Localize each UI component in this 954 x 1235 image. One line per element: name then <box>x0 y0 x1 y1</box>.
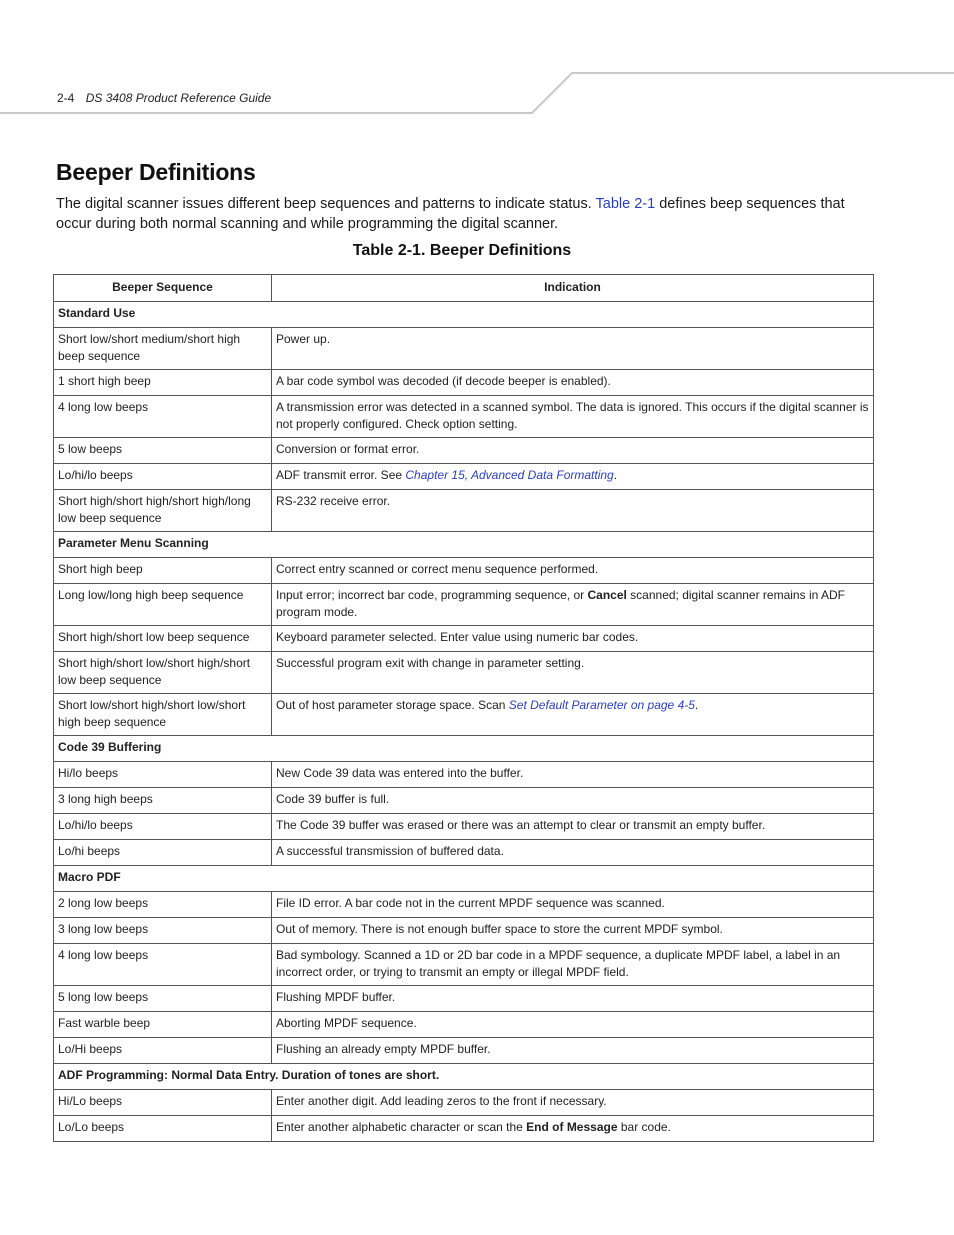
indication-text: Flushing MPDF buffer. <box>276 990 396 1004</box>
beeper-sequence-cell: 5 low beeps <box>54 438 272 464</box>
cross-reference-link[interactable]: Chapter 15, Advanced Data Formatting <box>405 468 614 482</box>
indication-cell <box>272 396 874 438</box>
indication-cell <box>272 944 874 986</box>
table-section-row <box>54 866 874 892</box>
beeper-sequence-cell: 1 short high beep <box>54 370 272 396</box>
table-header-row <box>54 275 874 302</box>
indication-cell <box>272 558 874 584</box>
indication-text: Conversion or format error. <box>276 442 420 456</box>
beeper-sequence-cell: Short high/short low beep sequence <box>54 626 272 652</box>
cross-reference-link[interactable]: Set Default Parameter on page 4-5 <box>508 698 695 712</box>
indication-text: New Code 39 data was entered into the buffer. <box>276 766 524 780</box>
indication-text-after: bar code. <box>617 1120 671 1134</box>
table-row <box>54 1038 874 1064</box>
table-link[interactable]: Table 2-1 <box>595 196 656 212</box>
beeper-sequence-cell: Long low/long high beep sequence <box>54 584 272 626</box>
bar-code-name: Cancel <box>587 588 627 602</box>
section-heading: Macro PDF <box>54 866 874 892</box>
indication-cell <box>272 464 874 490</box>
indication-cell <box>272 986 874 1012</box>
running-head <box>57 91 271 105</box>
intro-paragraph <box>56 194 868 234</box>
indication-cell <box>272 1090 874 1116</box>
beeper-sequence-cell: 3 long high beeps <box>54 788 272 814</box>
indication-cell <box>272 1038 874 1064</box>
table-row <box>54 944 874 986</box>
beeper-sequence-cell: 5 long low beeps <box>54 986 272 1012</box>
beeper-sequence-cell: Short low/short high/short low/short high beep sequence <box>54 694 272 736</box>
table-row <box>54 652 874 694</box>
table-row <box>54 814 874 840</box>
intro-text-after: defines beep sequences that occur during both normal scanning and while programming the digital scanner. <box>56 196 845 232</box>
indication-text: A bar code symbol was decoded (if decode beeper is enabled). <box>276 374 611 388</box>
indication-cell <box>272 892 874 918</box>
header-beeper-sequence: Beeper Sequence <box>54 275 272 302</box>
table-caption: Table 2-1. Beeper Definitions <box>352 242 572 259</box>
beeper-sequence-cell: Short high/short low/short high/short low beep sequence <box>54 652 272 694</box>
indication-text: Enter another alphabetic character or scan the <box>276 1120 527 1134</box>
bar-code-name: End of Message <box>526 1120 618 1134</box>
indication-cell <box>272 694 874 736</box>
section-heading: Parameter Menu Scanning <box>54 532 874 558</box>
indication-text: RS-232 receive error. <box>276 494 391 508</box>
table-row <box>54 762 874 788</box>
beeper-sequence-cell: Lo/hi/lo beeps <box>54 814 272 840</box>
table-row <box>54 892 874 918</box>
header-indication: Indication <box>272 275 874 302</box>
beeper-sequence-cell: Short high beep <box>54 558 272 584</box>
indication-cell <box>272 840 874 866</box>
indication-cell <box>272 652 874 694</box>
indication-text: Enter another digit. Add leading zeros to the front if necessary. <box>276 1094 607 1108</box>
table-row <box>54 986 874 1012</box>
indication-cell <box>272 814 874 840</box>
table-row <box>54 694 874 736</box>
table-row <box>54 438 874 464</box>
indication-cell <box>272 490 874 532</box>
indication-cell <box>272 626 874 652</box>
beeper-sequence-cell: Fast warble beep <box>54 1012 272 1038</box>
indication-text: Keyboard parameter selected. Enter value using numeric bar codes. <box>276 630 639 644</box>
section-heading: Standard Use <box>54 302 874 328</box>
table-row <box>54 626 874 652</box>
table-body <box>54 302 874 1142</box>
table-row <box>54 370 874 396</box>
indication-text: A successful transmission of buffered data. <box>276 844 504 858</box>
indication-text: Bad symbology. Scanned a 1D or 2D bar code in a MPDF sequence, a duplicate MPDF label, a label in an incorrect order, or trying to transmit an empty or illegal MPDF field. <box>276 948 841 979</box>
section-title: Beeper Definitions <box>56 159 256 185</box>
indication-cell <box>272 1012 874 1038</box>
beeper-sequence-cell: 4 long low beeps <box>54 944 272 986</box>
table-row <box>54 1116 874 1142</box>
table-section-row <box>54 1064 874 1090</box>
beeper-sequence-cell: Lo/Hi beeps <box>54 1038 272 1064</box>
intro-text-before: The digital scanner issues different beep sequences and patterns to indicate status. <box>56 196 596 212</box>
table-row <box>54 396 874 438</box>
beeper-sequence-cell: Hi/lo beeps <box>54 762 272 788</box>
beeper-sequence-cell: 3 long low beeps <box>54 918 272 944</box>
indication-cell <box>272 584 874 626</box>
indication-text: A transmission error was detected in a scanned symbol. The data is ignored. This occurs if the digital scanner is not properly configured. Check option setting. <box>276 400 869 431</box>
table-row <box>54 918 874 944</box>
beeper-sequence-cell: Lo/hi/lo beeps <box>54 464 272 490</box>
indication-cell <box>272 328 874 370</box>
table-row <box>54 464 874 490</box>
table-row <box>54 1012 874 1038</box>
indication-text: Out of host parameter storage space. Scan <box>276 698 509 712</box>
indication-text: ADF transmit error. See <box>276 468 406 482</box>
beeper-sequence-cell: Lo/Lo beeps <box>54 1116 272 1142</box>
indication-text: Correct entry scanned or correct menu sequence performed. <box>276 562 599 576</box>
indication-text: Flushing an already empty MPDF buffer. <box>276 1042 491 1056</box>
beeper-sequence-cell: Short low/short medium/short high beep sequence <box>54 328 272 370</box>
table-row <box>54 584 874 626</box>
table-section-row <box>54 532 874 558</box>
beeper-sequence-cell: Short high/short high/short high/long low beep sequence <box>54 490 272 532</box>
beeper-sequence-cell: 4 long low beeps <box>54 396 272 438</box>
indication-text: Input error; incorrect bar code, programming sequence, or <box>276 588 588 602</box>
indication-text: The Code 39 buffer was erased or there was an attempt to clear or transmit an empty buffer. <box>276 818 766 832</box>
indication-cell <box>272 1116 874 1142</box>
beeper-sequence-cell: 2 long low beeps <box>54 892 272 918</box>
table-row <box>54 840 874 866</box>
beeper-sequence-cell: Hi/Lo beeps <box>54 1090 272 1116</box>
page-number: 2-4 <box>57 91 75 105</box>
indication-cell <box>272 762 874 788</box>
table-row <box>54 788 874 814</box>
indication-text: Out of memory. There is not enough buffer space to store the current MPDF symbol. <box>276 922 723 936</box>
section-heading: Code 39 Buffering <box>54 736 874 762</box>
table-row <box>54 328 874 370</box>
indication-cell <box>272 370 874 396</box>
section-heading: ADF Programming: Normal Data Entry. Duration of tones are short. <box>54 1064 874 1090</box>
indication-text-after: . <box>694 698 699 712</box>
table-row <box>54 1090 874 1116</box>
indication-text: Power up. <box>276 332 331 346</box>
indication-text-after: . <box>613 468 618 482</box>
indication-cell <box>272 438 874 464</box>
beeper-sequence-cell: Lo/hi beeps <box>54 840 272 866</box>
indication-text: Aborting MPDF sequence. <box>276 1016 417 1030</box>
indication-text: Successful program exit with change in parameter setting. <box>276 656 585 670</box>
table-section-row <box>54 736 874 762</box>
beeper-table <box>53 274 874 1142</box>
indication-text: File ID error. A bar code not in the current MPDF sequence was scanned. <box>276 896 665 910</box>
indication-text: Code 39 buffer is full. <box>276 792 390 806</box>
table-section-row <box>54 302 874 328</box>
indication-cell <box>272 918 874 944</box>
indication-cell <box>272 788 874 814</box>
table-row <box>54 558 874 584</box>
table-row <box>54 490 874 532</box>
indication-text-after: scanned; digital scanner remains in ADF program mode. <box>276 588 845 619</box>
guide-title: DS 3408 Product Reference Guide <box>85 91 272 105</box>
